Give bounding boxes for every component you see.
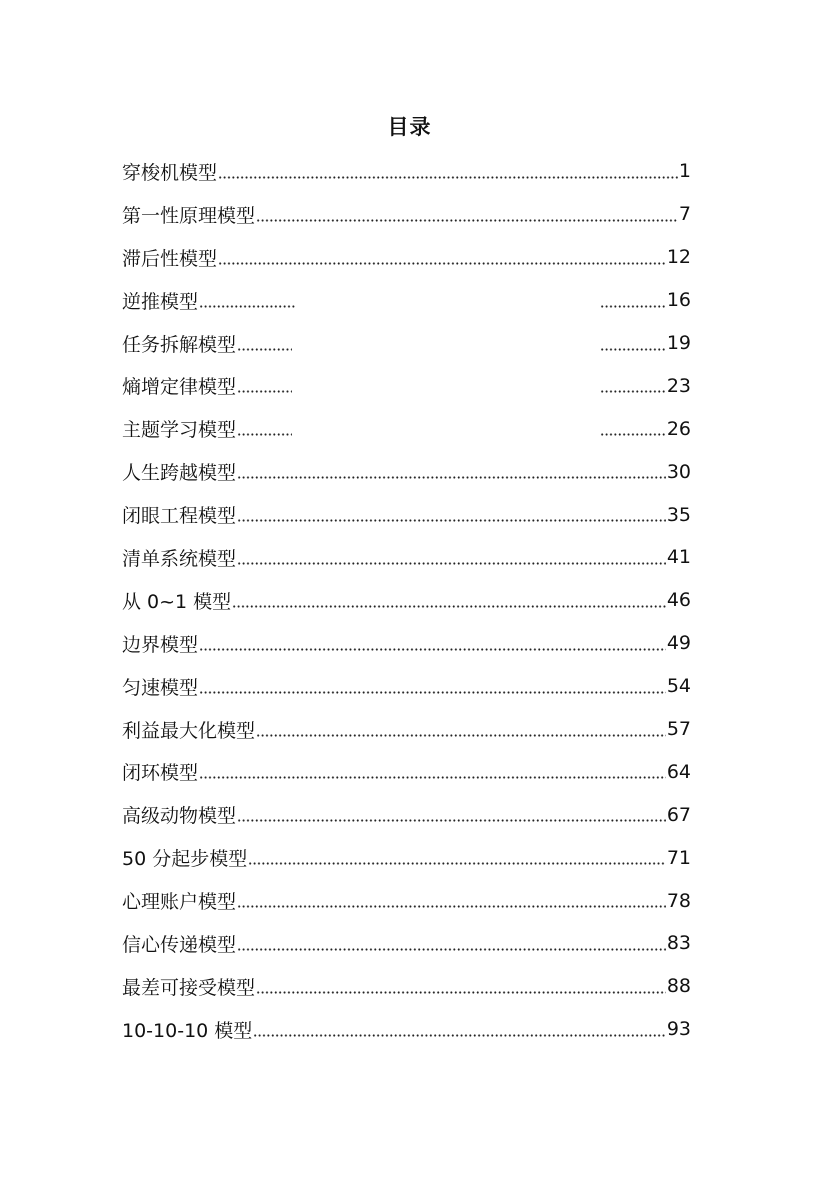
toc-entry[interactable] [122, 193, 691, 236]
toc-title: 目录 [387, 115, 432, 139]
toc-entry-label: 滞后性模型 [122, 247, 218, 270]
toc-entry[interactable] [122, 322, 691, 365]
toc-entry-label: 10-10-10 模型 [122, 1019, 253, 1042]
toc-entry[interactable] [122, 622, 691, 665]
toc-entry-label: 主题学习模型 [122, 419, 237, 442]
dot-leader [232, 605, 666, 608]
toc-entry[interactable] [122, 236, 691, 279]
toc-entry-label: 闭眼工程模型 [122, 505, 237, 528]
toc-entry[interactable] [122, 922, 691, 965]
toc-entry-label: 边界模型 [122, 633, 199, 656]
toc-entry-page: 35 [666, 503, 691, 526]
toc-entry-page: 12 [666, 246, 691, 269]
toc-entry-label: 清单系统模型 [122, 547, 237, 570]
dot-leader [237, 562, 666, 565]
toc-entry[interactable] [122, 879, 691, 922]
toc-entry[interactable] [122, 407, 691, 450]
dot-leader [256, 734, 666, 737]
toc-entry-label: 人生跨越模型 [122, 462, 237, 485]
toc-entry[interactable] [122, 965, 691, 1008]
toc-entry-label: 50 分起步模型 [122, 848, 248, 871]
toc-entry-label: 穿梭机模型 [122, 161, 218, 184]
toc-entry[interactable] [122, 708, 691, 751]
dot-leader [253, 1034, 666, 1037]
toc-entry[interactable] [122, 836, 691, 879]
dot-leader [237, 819, 666, 822]
dot-leader [237, 948, 666, 951]
toc-entry[interactable] [122, 493, 691, 536]
toc-entry-page: 83 [666, 932, 691, 955]
toc-entry-label: 任务拆解模型 [122, 333, 237, 356]
toc-entry-label: 逆推模型 [122, 290, 199, 313]
dot-leader [248, 862, 666, 865]
toc-entry-page: 93 [666, 1018, 691, 1041]
dot-leader [600, 433, 666, 436]
toc-entry-page: 23 [666, 374, 691, 397]
toc-entry-page: 64 [666, 760, 691, 783]
toc-entry-label: 熵增定律模型 [122, 376, 237, 399]
dot-leader [199, 305, 295, 308]
toc-entry-label: 第一性原理模型 [122, 204, 256, 227]
toc-entry[interactable] [122, 793, 691, 836]
toc-entry[interactable] [122, 665, 691, 708]
dot-leader [256, 219, 678, 222]
dot-leader [600, 305, 666, 308]
toc-entry-page: 78 [666, 889, 691, 912]
dot-leader [218, 262, 666, 265]
toc-entry-page: 54 [666, 675, 691, 698]
toc-entry-label: 信心传递模型 [122, 933, 237, 956]
toc-entry-page: 41 [666, 546, 691, 569]
dot-leader [237, 476, 666, 479]
toc-entry-label: 闭环模型 [122, 762, 199, 785]
toc-entry-label: 匀速模型 [122, 676, 199, 699]
dot-leader [199, 691, 666, 694]
toc-list [122, 150, 691, 1051]
dot-leader [256, 991, 666, 994]
toc-entry-page: 49 [666, 632, 691, 655]
toc-entry[interactable] [122, 450, 691, 493]
toc-entry-page: 19 [666, 332, 691, 354]
toc-entry-label: 心理账户模型 [122, 891, 237, 914]
dot-leader [600, 390, 666, 393]
toc-entry[interactable] [122, 364, 691, 407]
toc-entry-page: 71 [666, 846, 691, 869]
toc-entry-page: 7 [678, 203, 691, 226]
toc-entry-label: 高级动物模型 [122, 805, 237, 828]
dot-leader [237, 348, 292, 351]
toc-entry-page: 1 [678, 160, 691, 183]
toc-entry-page: 26 [666, 417, 691, 440]
toc-entry-page: 67 [666, 803, 691, 826]
toc-entry-label: 最差可接受模型 [122, 976, 256, 999]
toc-entry[interactable] [122, 150, 691, 193]
dot-leader [237, 905, 666, 908]
dot-leader [199, 776, 666, 779]
toc-entry-page: 30 [666, 460, 691, 483]
toc-entry-page: 16 [666, 289, 691, 312]
toc-entry[interactable] [122, 536, 691, 579]
toc-entry-label: 从 0~1 模型 [122, 590, 232, 613]
dot-leader [237, 390, 292, 393]
toc-entry[interactable] [122, 750, 691, 793]
toc-entry-page: 46 [666, 589, 691, 612]
dot-leader [237, 433, 292, 436]
toc-entry-label: 利益最大化模型 [122, 719, 256, 742]
dot-leader [237, 519, 666, 522]
dot-leader [199, 648, 666, 651]
dot-leader [218, 176, 678, 179]
toc-entry[interactable] [122, 579, 691, 622]
toc-entry-page: 88 [666, 975, 691, 998]
toc-entry[interactable] [122, 1008, 691, 1051]
toc-entry-page: 57 [666, 718, 691, 741]
toc-entry[interactable] [122, 279, 691, 322]
dot-leader [600, 348, 666, 351]
